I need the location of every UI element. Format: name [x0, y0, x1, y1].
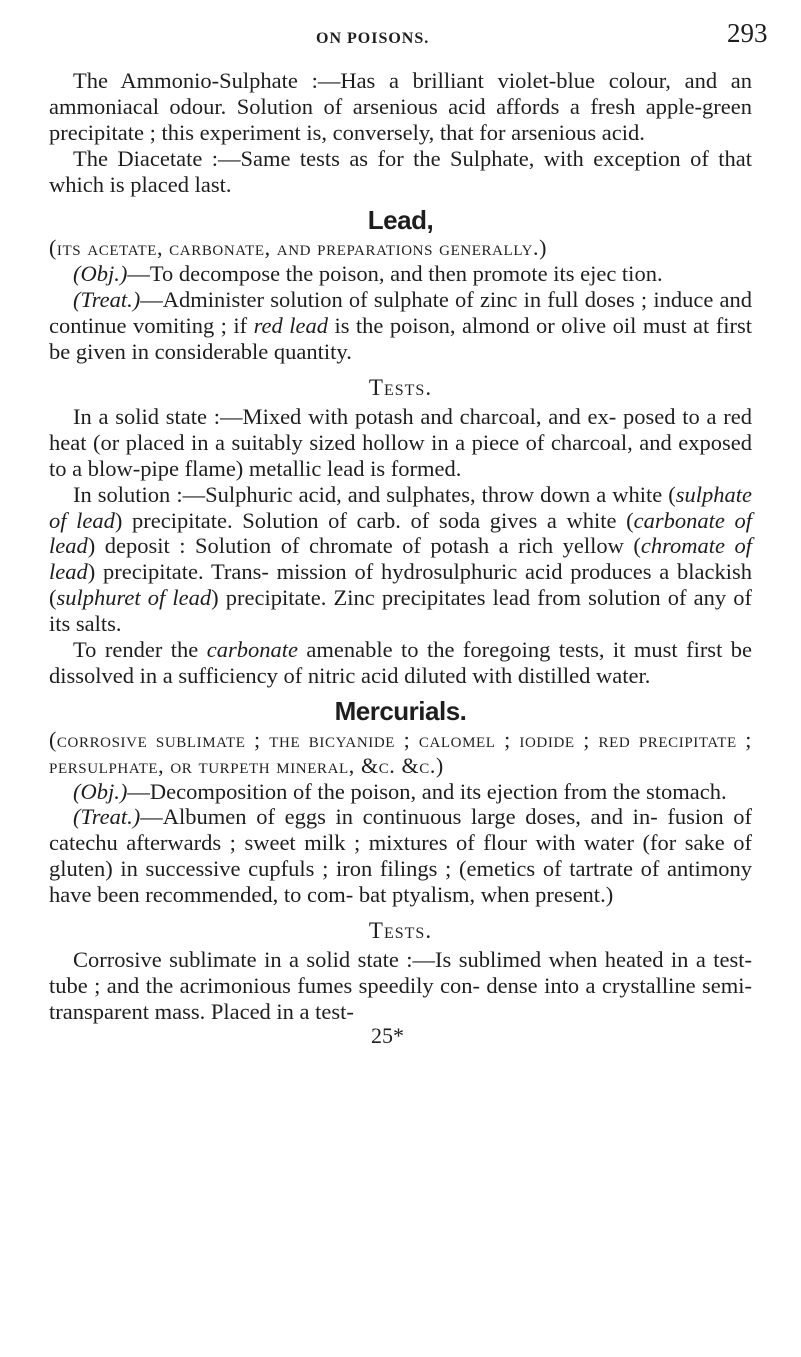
lead-carbonate-text-2: amenable to the foregoing tests, it must first be dissolved in a sufficiency of nitric acid diluted with distilled water. [49, 637, 753, 688]
lead-solution-text-4: ) precipitate. Trans- mission of hydrosulphuric acid produces a blackish ( [49, 559, 752, 611]
body-text [49, 68, 752, 1047]
lead-carbonate-text-1: To render the [73, 637, 207, 663]
mercurials-obj-label: (Obj.) [73, 778, 128, 804]
mercurials-obj-text: —Decomposition of the poison, and its ejection from the stomach. [127, 778, 727, 804]
lead-solution-text-2: ) precipitate. Solution of carb. of soda gives a white ( [114, 507, 634, 533]
mercurials-treatment-paragraph [49, 804, 752, 908]
lead-carbonate-paragraph [49, 637, 752, 689]
diacetate-paragraph: The Diacetate :—Same tests as for the Sulphate, with exception of that which is placed last. [49, 145, 752, 197]
lead-obj-label: (Obj.) [73, 261, 128, 287]
lead-object-paragraph [49, 261, 752, 287]
lead-section-subtitle: (its acetate, carbonate, and preparations generally.) [49, 235, 548, 261]
mercurials-section-subtitle: (corrosive sublimate ; the bicyanide ; calomel ; iodide ; red precipitate ; persulphate, or turpeth mineral, &c. &c.) [49, 726, 752, 778]
lead-solid-state-paragraph: In a solid state :—Mixed with potash and charcoal, and ex- posed to a red heat (or placed in a suitably sized hollow in a piece of charcoal, and exposed to a blow-pipe flame) metallic lead is formed. [49, 403, 752, 481]
lead-treatment-paragraph [49, 287, 752, 365]
mercurials-section-title: Mercurials. [334, 695, 467, 726]
lead-solution-italic-1: sulphate of lead [49, 481, 752, 533]
mercurials-tests-heading: Tests. [368, 918, 433, 944]
lead-solution-italic-3: chromate of lead [49, 533, 753, 585]
lead-treat-label: (Treat.) [73, 287, 141, 313]
lead-solution-paragraph [49, 482, 752, 637]
lead-solution-text-1: In solution :—Sulphuric acid, and sulphates, throw down a white ( [73, 481, 676, 507]
page-number: 293 [727, 18, 768, 48]
lead-obj-text: —To decompose the poison, and then promote its ejec tion. [127, 261, 663, 287]
lead-solution-italic-2: carbonate of lead [49, 507, 753, 559]
running-title: ON POISONS. [316, 30, 430, 47]
lead-solution-text-5: ) precipitate. Zinc precipitates lead from solution of any of its salts. [49, 585, 753, 637]
ammonio-sulphate-paragraph: The Ammonio-Sulphate :—Has a brilliant violet-blue colour, and an ammoniacal odour. Solution of arsenious acid affords a fresh apple-green precipitate ; this experiment is, conversely, that for arsenious acid. [49, 68, 752, 145]
lead-carbonate-italic: carbonate [206, 637, 298, 663]
lead-treat-text-1: —Administer solution of sulphate of zinc in full doses ; induce and continue vomiting ; if [49, 287, 752, 339]
mercurials-corrosive-paragraph: Corrosive sublimate in a solid state :—Is sublimed when heated in a test-tube ; and the acrimonious fumes speedily con- dense into a crystalline semi-transparent mass. Placed in a test- [49, 947, 752, 1024]
mercurials-treat-label: (Treat.) [73, 804, 141, 830]
lead-tests-heading: Tests. [368, 374, 433, 400]
lead-treat-text-2: is the poison, almond or olive oil must at first be given in considerable quantity. [49, 313, 753, 365]
running-head [0, 0, 801, 60]
mercurials-object-paragraph [49, 779, 752, 805]
mercurials-treat-text: —Albumen of eggs in continuous large doses, and in- fusion of catechu afterwards ; sweet milk ; mixtures of flour with water (for sake of gluten) in successive cupfuls ; iron filings ; (emetics of tartrate of antimony have been recommended, to com- bat ptyalism, when present.) [49, 804, 752, 908]
lead-solution-italic-4: sulphuret of lead [56, 585, 212, 611]
signature-mark: 25* [371, 1022, 404, 1048]
lead-solution-text-3: ) deposit : Solution of chromate of potash a rich yellow ( [87, 533, 641, 559]
lead-section-title: Lead, [367, 204, 434, 235]
lead-treat-italic: red lead [253, 313, 328, 339]
